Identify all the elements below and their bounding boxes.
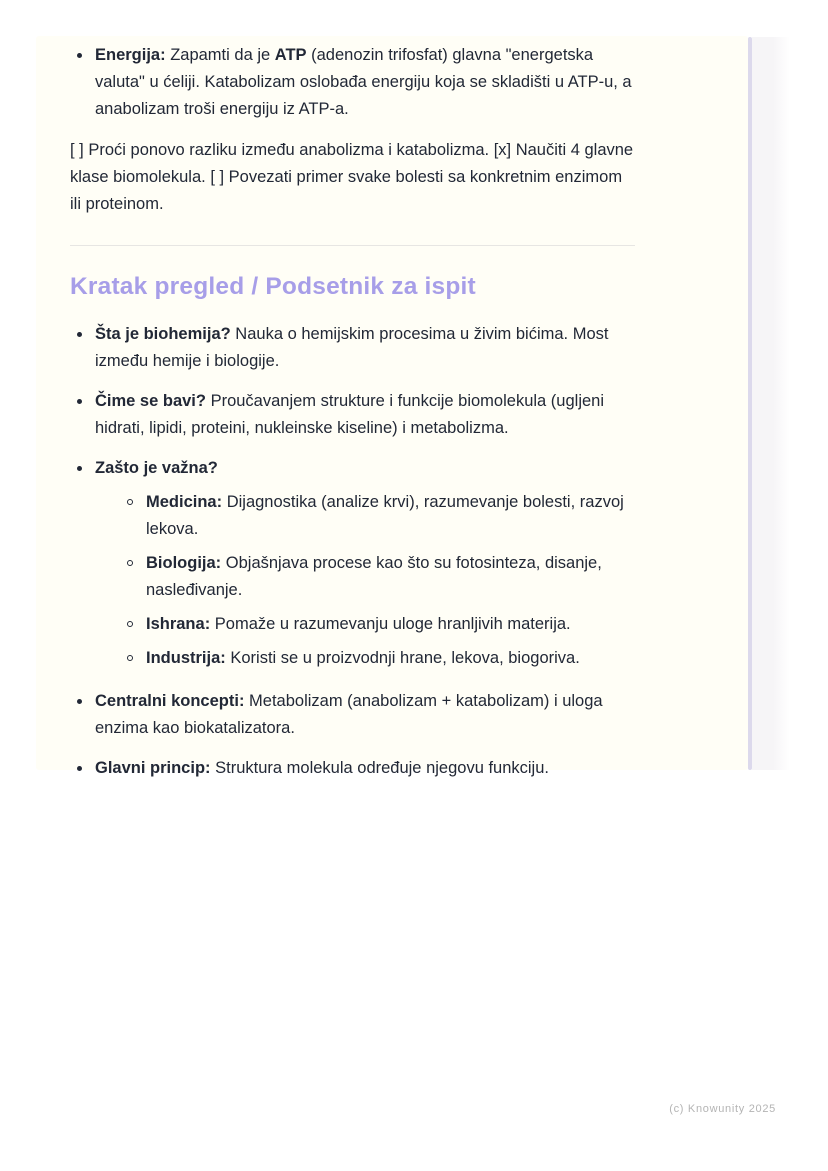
summary-list xyxy=(70,321,635,782)
section-divider xyxy=(70,245,635,246)
sublist-item-medicina xyxy=(95,489,635,543)
item-text: Pomaže u razumevanju uloge hranljivih materija. xyxy=(214,615,571,633)
list-item-zasto-je-vazna xyxy=(70,455,635,672)
item-lead: Šta je biohemija? xyxy=(95,325,231,343)
item-text: Nauka o hemijskim procesima u živim bićima. Most između hemije i biologije. xyxy=(95,325,609,370)
list-item-energija xyxy=(70,42,635,123)
item-text: Metabolizam (anabolizam + katabolizam) i uloga enzima kao biokatalizatora. xyxy=(95,692,603,737)
sublist-item-biologija xyxy=(95,550,635,604)
item-text: Zapamti da je xyxy=(170,46,271,64)
intro-list xyxy=(70,42,635,123)
item-text: (adenozin trifosfat) glavna "energetska valuta" u ćeliji. Katabolizam oslobađa energiju koja se skladišti u ATP-u, a anabolizam troši energiju iz ATP-a. xyxy=(95,46,632,118)
item-lead: Ishrana: xyxy=(146,615,211,633)
item-text: Koristi se u proizvodnji hrane, lekova, biogoriva. xyxy=(230,649,580,667)
list-item-glavni-princip xyxy=(70,755,635,782)
document-page xyxy=(36,36,748,777)
section-heading: Kratak pregled / Podsetnik za ispit xyxy=(70,273,476,300)
item-text: Objašnjava procese kao što su fotosinteza, disanje, nasleđivanje. xyxy=(146,554,602,599)
sublist-item-ishrana xyxy=(95,611,635,638)
copyright-footer: (c) Knowunity 2025 xyxy=(669,1103,776,1115)
importance-sublist xyxy=(95,489,635,672)
item-lead: Biologija: xyxy=(146,554,222,572)
list-item-sta-je-biohemija xyxy=(70,321,635,375)
item-lead: Čime se bavi? xyxy=(95,392,206,410)
item-text: Struktura molekula određuje njegovu funkciju. xyxy=(215,759,549,777)
item-text: Dijagnostika (analize krvi), razumevanje bolesti, razvoj lekova. xyxy=(146,493,624,538)
item-lead: Medicina: xyxy=(146,493,223,511)
list-item-centralni-koncepti xyxy=(70,688,635,742)
todo-paragraph: [ ] Proći ponovo razliku između anabolizma i katabolizma. [x] Naučiti 4 glavne klase biomolekula. [ ] Povezati primer svake bolesti sa konkretnim enzimom ili proteinom. xyxy=(70,141,634,213)
item-lead: Glavni princip: xyxy=(95,759,211,777)
item-lead: Industrija: xyxy=(146,649,226,667)
page-edge-shadow xyxy=(752,37,790,770)
item-bold-term: ATP xyxy=(274,46,307,64)
item-lead: Centralni koncepti: xyxy=(95,692,245,710)
item-lead: Energija: xyxy=(95,46,166,64)
sublist-item-industrija xyxy=(95,645,635,672)
list-item-cime-se-bavi xyxy=(70,388,635,442)
item-lead: Zašto je važna? xyxy=(95,459,218,477)
item-text: Proučavanjem strukture i funkcije biomolekula (ugljeni hidrati, lipidi, proteini, nukleinske kiseline) i metabolizma. xyxy=(95,392,605,437)
